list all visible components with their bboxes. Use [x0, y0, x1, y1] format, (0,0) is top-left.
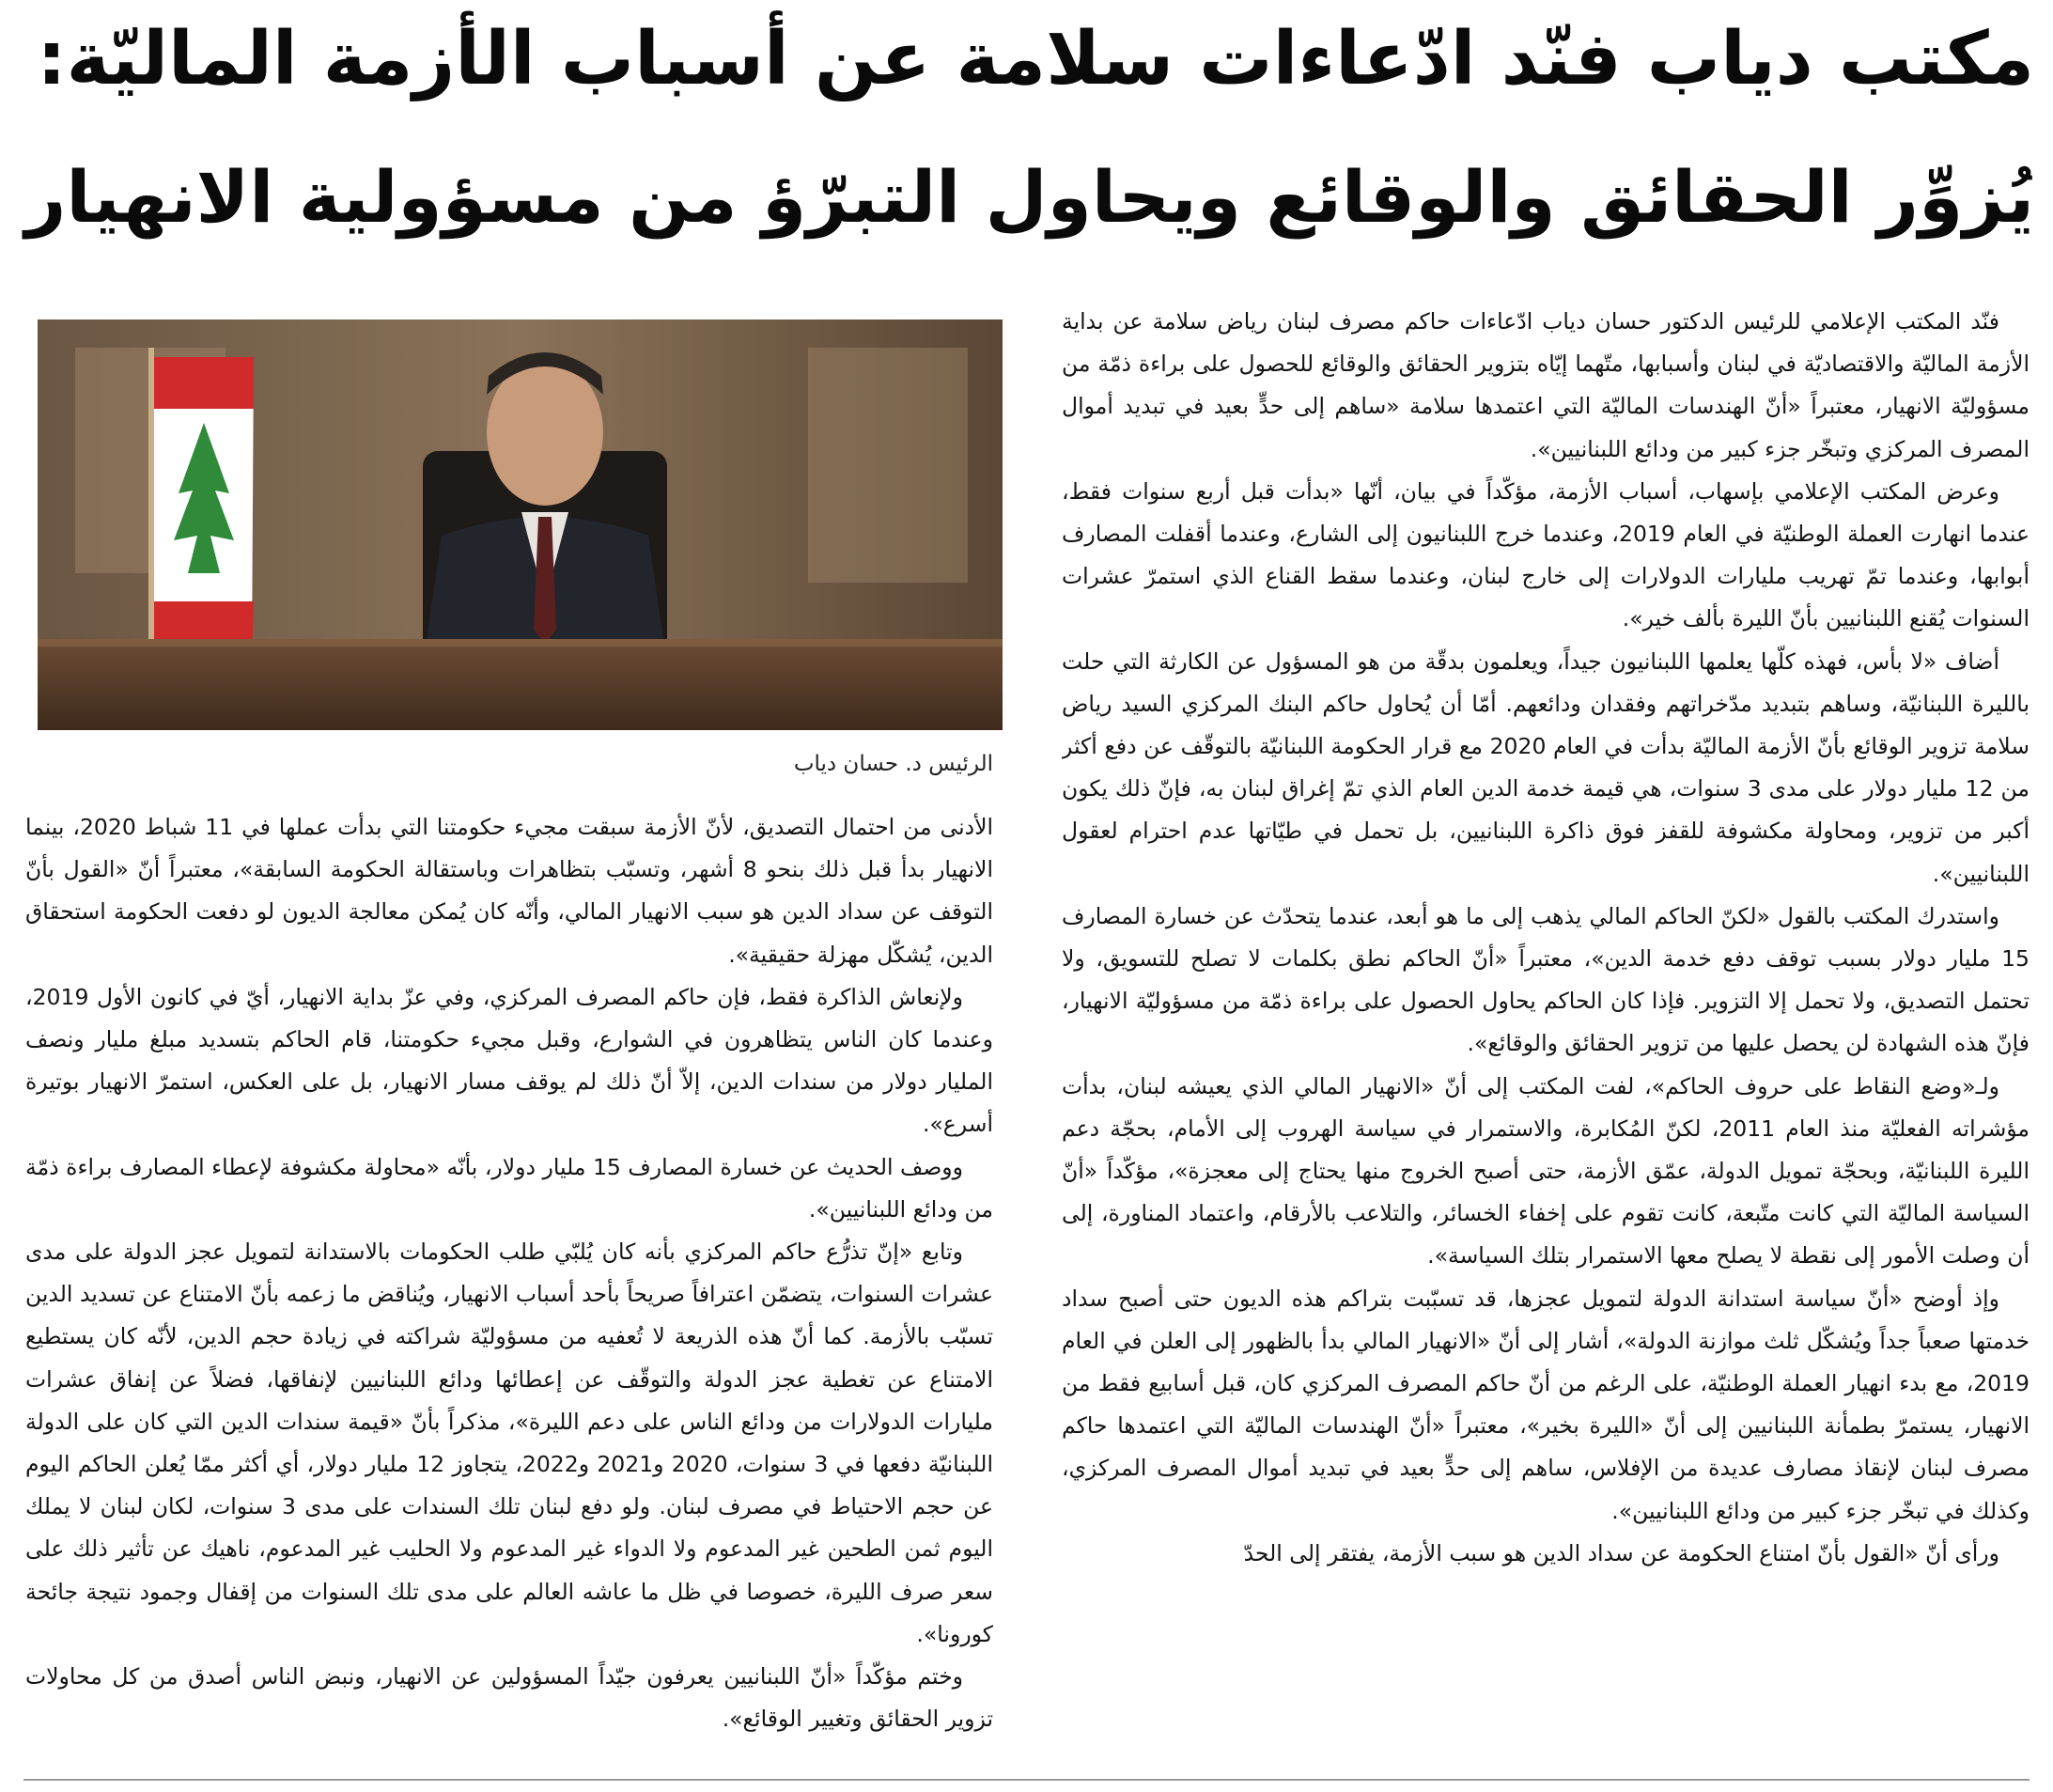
headline-line-1: مكتب دياب فنّد ادّعاءات سلامة عن أسباب الأزمة الماليّة: — [37, 17, 2034, 101]
bottom-rule — [23, 1779, 2030, 1781]
paragraph: ووصف الحديث عن خسارة المصارف 15 مليار دولار، بأنّه «محاولة مكشوفة لإعطاء المصارف براءة ذمّة من ودائع اللبنانيين». — [25, 1153, 993, 1223]
article-column-right — [1062, 301, 2030, 1767]
paragraph: أضاف «لا بأس، فهذه كلّها يعلمها اللبنانيون جيداً، ويعلمون بدقّة من هو المسؤول عن الكارثة التي حلت بالليرة اللبنانيّة، وساهم بتبديد مدّخراتهم وفقدان ودائعهم. أمّا أن يُحاول حاكم البنك المركزي السيد رياض سلامة تزوير الوقائع بأنّ الأزمة الماليّة بدأت في العام 2020 مع قرار الحكومة اللبنانيّة بالتوقّف عن دفع أكثر من 12 مليار دولار على مدى 3 سنوات، هي قيمة خدمة الدين العام الذي تمّ إغراق لبنان به، فإنّ ذلك يكون أكبر من تزوير، ومحاولة مكشوفة للقفز فوق ذاكرة اللبنانيين، بل تحمل في طيّاتها عدم احترام لعقول اللبنانيين». — [1062, 647, 2030, 887]
headline-line-2: يُزوِّر الحقائق والوقائع ويحاول التبرّؤ من مسؤولية الانهيار — [24, 155, 2034, 239]
paragraph: وإذ أوضح «أنّ سياسة استدانة الدولة لتمويل عجزها، قد تسبّبت بتراكم هذه الديون حتى أصبح سداد خدمتها صعباً جداً ويُشكّل ثلث موازنة الدولة»، أشار إلى أنّ «الانهيار المالي بدأ بالظهور إلى العلن في العام 2019، مع بدء انهيار العملة الوطنيّة، على الرغم من أنّ حاكم المصرف المركزي كان، قبل أسابيع فقط من الانهيار، يستمرّ بطمأنة اللبنانيين إلى أنّ «الليرة بخير»، معتبراً «أنّ الهندسات الماليّة التي اعتمدها حاكم مصرف لبنان لإنقاذ مصارف عديدة من الإفلاس، ساهم إلى حدٍّ بعيد في تبديد أموال المصرف المركزي، وكذلك في تبخّر جزء كبير من ودائع اللبنانيين». — [1062, 1285, 2030, 1524]
news-photo — [38, 319, 1003, 730]
paragraph: وتابع «إنّ تذرُّع حاكم المركزي بأنه كان يُلبّي طلب الحكومات بالاستدانة لتمويل عجز الدولة على مدى عشرات السنوات، يتضمّن اعترافاً صريحاً بأحد أسباب الانهيار، ويُناقض ما زعمه بأنّ الامتناع عن تسديد الدين تسبّب بالأزمة. كما أنّ هذه الذريعة لا تُعفيه من مسؤوليّة شراكته في زيادة حجم الدين، لأنّه كان يستطيع الامتناع عن تغطية عجز الدولة والتوقّف عن إعطائها ودائع اللبنانيين لإنفاقها، فضلاً عن إنفاق عشرات مليارات الدولارات من ودائع الناس على دعم الليرة»، مذكراً بأنّ «قيمة سندات الدين التي كان على الدولة اللبنانيّة دفعها في 3 سنوات، 2020 و2021 و2022، يتجاوز 12 مليار دولار، أي أكثر ممّا يُعلن الحاكم اليوم عن حجم الاحتياط في مصرف لبنان. ولو دفع لبنان تلك السندات على مدى 3 سنوات، لكان لبنان لا يملك اليوم ثمن الطحين غير المدعوم ولا الدواء غير المدعوم ولا الحليب غير المدعوم، ناهيك عن تأثير ذلك على سعر صرف الليرة، خصوصا في ظل ما عاشه العالم على مدى تلك السنوات من إقفال وجمود نتيجة جائحة كورونا». — [25, 1239, 993, 1647]
photo-illustration — [38, 319, 1003, 730]
paragraph: وعرض المكتب الإعلامي بإسهاب، أسباب الأزمة، مؤكّداً في بيان، أنّها «بدأت قبل أربع سنوات فقط، عندما انهارت العملة الوطنيّة في العام 2019، وعندما خرج اللبنانيون إلى الشارع، وعندما أقفلت المصارف أبوابها، وعندما تمّ تهريب مليارات الدولارات إلى خارج لبنان، وعندما سقط القناع الذي استمرّ عشرات السنوات يُقنع اللبنانيين بأنّ الليرة بألف خير». — [1062, 477, 2030, 632]
paragraph: ورأى أنّ «القول بأنّ امتناع الحكومة عن سداد الدين هو سبب الأزمة، يفتقر إلى الحدّ — [1243, 1539, 1999, 1566]
paragraph: فنّد المكتب الإعلامي للرئيس الدكتور حسان دياب ادّعاءات حاكم مصرف لبنان رياض سلامة عن بداية الأزمة الماليّة والاقتصاديّة في لبنان وأسبابها، متّهما إيّاه بتزوير الحقائق والوقائع للحصول على براءة ذمّة من مسؤوليّة الانهيار، معتبراً «أنّ الهندسات الماليّة التي اعتمدها سلامة «ساهم إلى حدٍّ بعيد في تبديد أموال المصرف المركزي وتبخّر جزء كبير من ودائع اللبنانيين». — [1062, 308, 2030, 462]
paragraph: ولـ«وضع النقاط على حروف الحاكم»، لفت المكتب إلى أنّ «الانهيار المالي الذي يعيشه لبنان، بدأت مؤشراته الفعليّة منذ العام 2011، لكنّ المُكابرة، والاستمرار في سياسة الهروب إلى الأمام، بحجّة دعم الليرة اللبنانيّة، وبحجّة تمويل الدولة، عمّق الأزمة، حتى أصبح الخروج منها يحتاج إلى معجزة»، مؤكّداً «أنّ السياسة الماليّة التي كانت متّبعة، كانت تقوم على إخفاء الخسائر، والتلاعب بالأرقام، واعتماد المناورة، إلى أن وصلت الأمور إلى نقطة لا يصلح معها الاستمرار بتلك السياسة». — [1062, 1072, 2030, 1270]
paragraph: ولإنعاش الذاكرة فقط، فإن حاكم المصرف المركزي، وفي عزّ بداية الانهيار، أيّ في كانون الأول 2019، وعندما كان الناس يتظاهرون في الشوارع، وقبل مجيء حكومتنا، قام الحاكم بتسديد مبلغ مليار ونصف المليار دولار من سندات الدين، إلاّ أنّ ذلك لم يوقف مسار الانهيار، بل على العكس، استمرّ الانهيار بوتيرة أسرع». — [25, 983, 993, 1138]
photo-caption: الرئيس د. حسان دياب — [793, 752, 993, 776]
paragraph: الأدنى من احتمال التصديق، لأنّ الأزمة سبقت مجيء حكومتنا التي بدأت عملها في 11 شباط 2020، بينما الانهيار بدأ قبل ذلك بنحو 8 أشهر، وتسبّب بتظاهرات وباستقالة الحكومة السابقة»، معتبراً أنّ «القول بأنّ التوقف عن سداد الدين هو سبب الانهيار المالي، وأنّه كان يُمكن معالجة الديون لو دفعت الحكومة استحقاق الدين، يُشكّل مهزلة حقيقية». — [25, 814, 993, 968]
paragraph: واستدرك المكتب بالقول «لكنّ الحاكم المالي يذهب إلى ما هو أبعد، عندما يتحدّث عن خسارة المصارف 15 مليار دولار بسبب توقف دفع خدمة الدين»، معتبراً «أنّ الحاكم نطق بكلمات لا تصلح للتسويق، ولا تحتمل التصديق، ولا تحمل إلا التزوير. فإذا كان الحاكم يحاول الحصول على براءة ذمّة من مسؤوليّة الانهيار، فإنّ هذه الشهادة لن يحصل عليها من تزوير الحقائق والوقائع». — [1062, 902, 2030, 1057]
article-column-left — [25, 806, 993, 1765]
paragraph: وختم مؤكّداً «أنّ اللبنانيين يعرفون جيّداً المسؤولين عن الانهيار، ونبض الناس أصدق من كل محاولات تزوير الحقائق وتغيير الوقائع». — [25, 1663, 993, 1733]
